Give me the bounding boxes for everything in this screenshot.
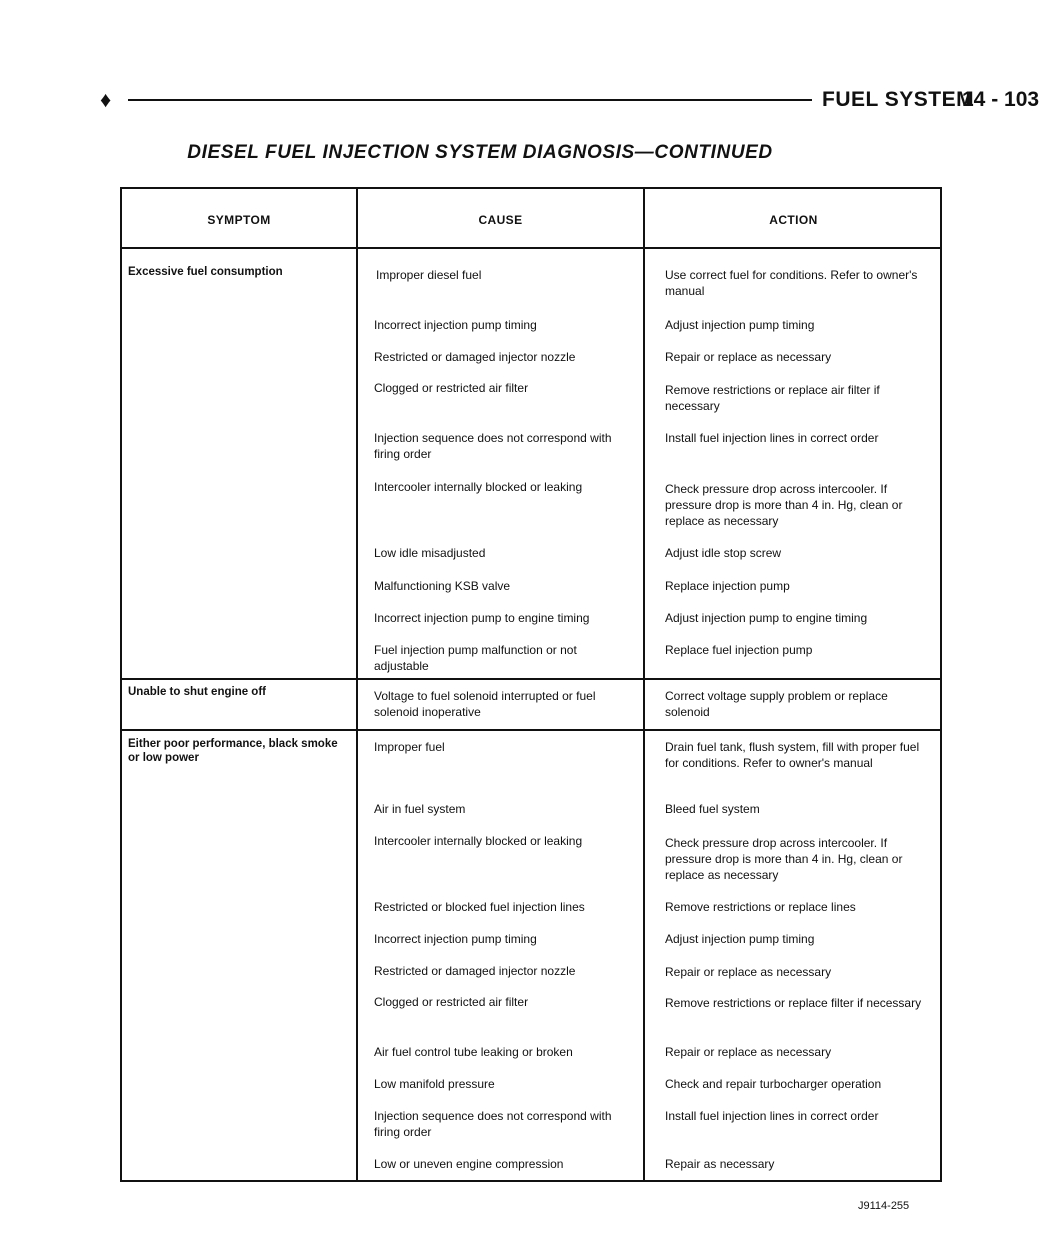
cause-cell: Restricted or damaged injector nozzle [374, 350, 576, 364]
action-cell: Remove restrictions or replace lines [665, 900, 856, 914]
action-cell: Install fuel injection lines in correct order [665, 431, 879, 445]
cause-cell: Injection sequence does not correspond with firing order [374, 1109, 612, 1139]
action-cell: Check and repair turbocharger operation [665, 1077, 882, 1091]
action-cell: Repair or replace as necessary [665, 350, 832, 364]
cause-cell: Air fuel control tube leaking or broken [374, 1045, 573, 1059]
cause-cell: Air in fuel system [374, 802, 466, 816]
group-divider [122, 729, 940, 731]
page-number: 14 - 103 [962, 88, 1039, 111]
action-cell: Correct voltage supply problem or replace solenoid [665, 689, 888, 719]
cause-cell: Clogged or restricted air filter [374, 995, 529, 1009]
diagnosis-table [120, 187, 942, 1182]
cause-cell: Low manifold pressure [374, 1077, 495, 1091]
cause-cell: Restricted or damaged injector nozzle [374, 964, 576, 978]
cause-cell: Low or uneven engine compression [374, 1157, 564, 1171]
column-divider [356, 189, 358, 1180]
figure-id: J9114-255 [858, 1200, 910, 1212]
action-cell: Remove restrictions or replace filter if necessary [665, 996, 922, 1010]
action-cell: Repair or replace as necessary [665, 1045, 832, 1059]
action-cell: Adjust injection pump timing [665, 318, 815, 332]
cause-cell: Voltage to fuel solenoid interrupted or fuel solenoid inoperative [374, 689, 596, 719]
cause-cell: Clogged or restricted air filter [374, 381, 529, 395]
column-header-action: ACTION [769, 213, 818, 227]
action-cell: Install fuel injection lines in correct order [665, 1109, 879, 1123]
cause-cell: Improper diesel fuel [376, 268, 482, 282]
action-cell: Drain fuel tank, flush system, fill with proper fuel for conditions. Refer to owner's manual [665, 740, 920, 770]
page-title: DIESEL FUEL INJECTION SYSTEM DIAGNOSIS—CONTINUED [187, 142, 773, 163]
page-header [100, 87, 1039, 118]
action-cell: Repair or replace as necessary [665, 965, 832, 979]
action-cell: Replace injection pump [665, 579, 790, 593]
cause-cell: Incorrect injection pump to engine timing [374, 611, 590, 625]
action-cell: Check pressure drop across intercooler. If pressure drop is more than 4 in. Hg, clean or replace as necessary [665, 482, 903, 528]
cause-cell: Intercooler internally blocked or leaking [374, 480, 583, 494]
action-cell: Adjust idle stop screw [665, 546, 782, 560]
column-header-symptom: SYMPTOM [207, 213, 271, 227]
symptom-label: Either poor performance, black smoke or low power [128, 738, 338, 764]
cause-cell: Intercooler internally blocked or leaking [374, 834, 583, 848]
column-header-cause: CAUSE [478, 213, 523, 227]
action-cell: Check pressure drop across intercooler. If pressure drop is more than 4 in. Hg, clean or replace as necessary [665, 836, 903, 882]
cause-cell: Incorrect injection pump timing [374, 932, 537, 946]
group-divider [122, 678, 940, 680]
cause-cell: Incorrect injection pump timing [374, 318, 537, 332]
action-cell: Replace fuel injection pump [665, 643, 813, 657]
action-cell: Remove restrictions or replace air filter if necessary [665, 383, 880, 413]
diamond-icon: ♦ [100, 87, 112, 112]
header-divider [122, 247, 940, 249]
cause-cell: Malfunctioning KSB valve [374, 579, 511, 593]
section-title: FUEL SYSTEM [822, 88, 975, 111]
action-cell: Repair as necessary [665, 1157, 775, 1171]
cause-cell: Injection sequence does not correspond with firing order [374, 431, 612, 461]
cause-cell: Fuel injection pump malfunction or not adjustable [374, 643, 577, 673]
cause-cell: Restricted or blocked fuel injection lines [374, 900, 585, 914]
symptom-label: Unable to shut engine off [128, 686, 266, 698]
action-cell: Adjust injection pump to engine timing [665, 611, 868, 625]
action-cell: Bleed fuel system [665, 802, 760, 816]
action-cell: Adjust injection pump timing [665, 932, 815, 946]
cause-cell: Improper fuel [374, 740, 445, 754]
header-rule [128, 99, 812, 101]
symptom-label: Excessive fuel consumption [128, 266, 283, 278]
cause-cell: Low idle misadjusted [374, 546, 486, 560]
column-divider [643, 189, 645, 1180]
action-cell: Use correct fuel for conditions. Refer to owner's manual [665, 268, 918, 298]
